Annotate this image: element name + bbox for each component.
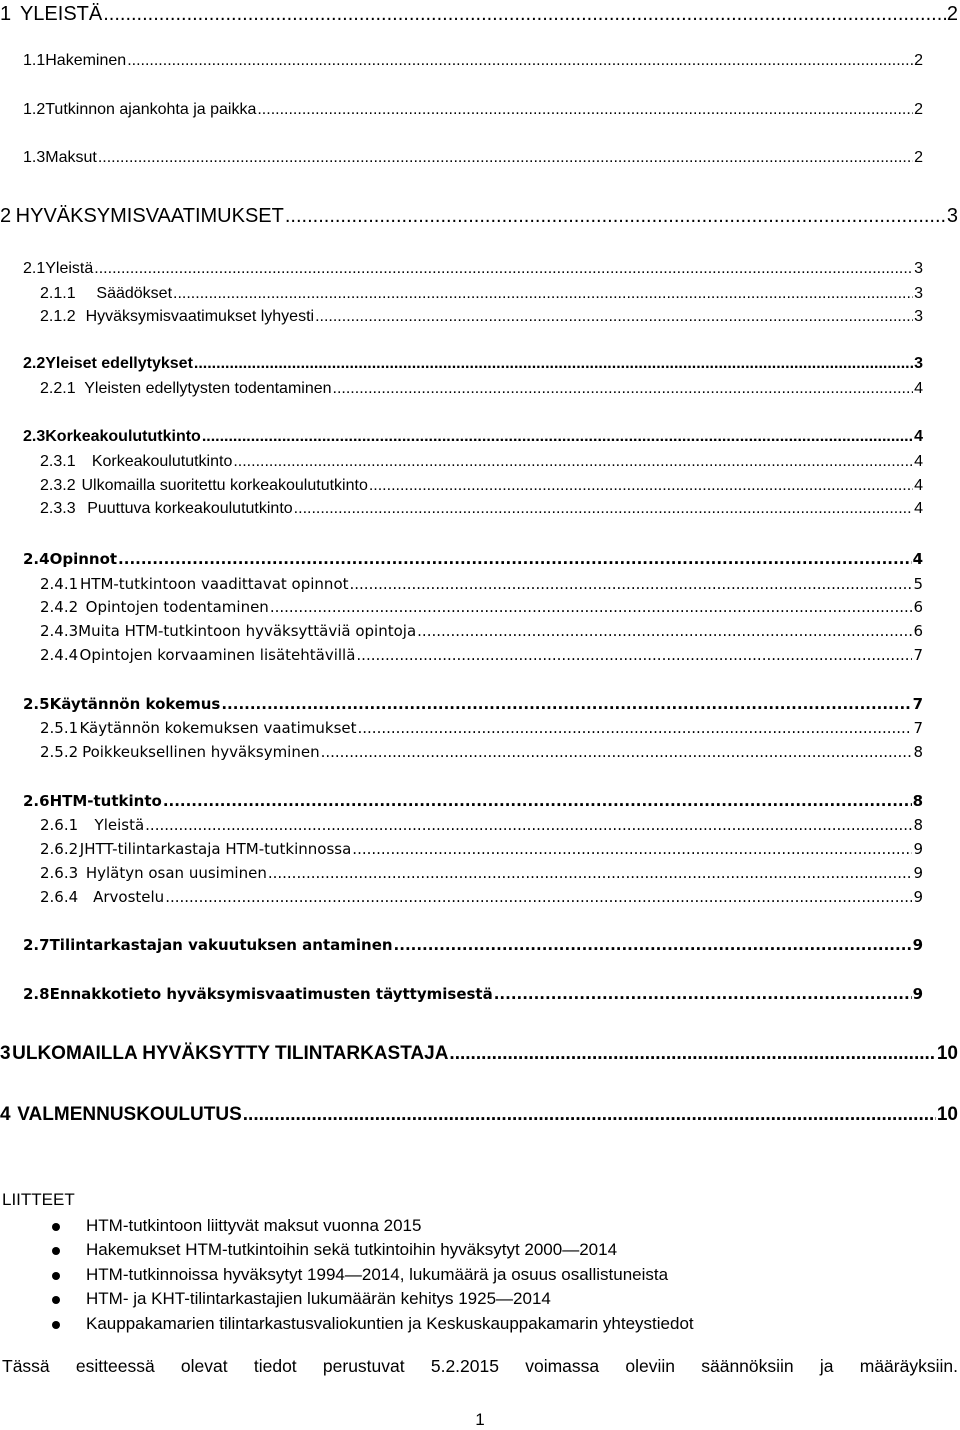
bullet-icon [52, 1321, 60, 1329]
toc-entry[interactable] [40, 840, 923, 858]
bullet-icon [52, 1223, 60, 1231]
toc-title: Arvostelu [93, 888, 165, 906]
toc-page: 2 [914, 52, 923, 69]
toc-title: YLEISTÄ [19, 3, 103, 25]
toc-title: Hylätyn osan uusiminen [85, 864, 267, 882]
toc-number: 2.4.3 [40, 622, 79, 640]
dot-leader [94, 260, 913, 278]
toc-title: Hyväksymisvaatimukset lyhyesti [85, 308, 315, 325]
dot-leader [449, 1043, 935, 1065]
toc-entry[interactable] [40, 864, 923, 882]
toc-page: 8 [912, 792, 923, 810]
toc-page: 4 [914, 453, 923, 470]
dot-leader [417, 622, 912, 640]
toc-title: Käytännön kokemuksen vaatimukset [79, 719, 357, 737]
toc-page: 3 [914, 355, 923, 372]
toc-number: 2.1 [23, 260, 46, 277]
attachment-label: HTM-tutkintoon liittyvät maksut vuonna 2015 [86, 1216, 422, 1235]
toc-number: 2.4.2 [40, 598, 79, 616]
toc-page: 9 [913, 888, 923, 906]
attachments-list [52, 1214, 694, 1336]
toc-entry[interactable] [40, 622, 923, 640]
toc-number: 2.3.3 [40, 500, 76, 517]
toc-title: Tilintarkastajan vakuutuksen antaminen [49, 936, 393, 954]
toc-number: 2.6.3 [40, 864, 79, 882]
toc-title: Opintojen todentaminen [85, 598, 269, 616]
toc-title: JHTT-tilintarkastaja HTM-tutkinnossa [79, 840, 352, 858]
toc-page: 4 [914, 500, 923, 517]
toc-title: Yleistä [94, 816, 145, 834]
note-word: tiedot [253, 1356, 297, 1376]
toc-entry[interactable] [23, 101, 923, 119]
toc-title: Yleistä [45, 260, 94, 277]
dot-leader [127, 52, 913, 70]
toc-page: 4 [914, 477, 923, 494]
dot-leader [352, 840, 912, 858]
toc-entry[interactable] [23, 355, 923, 373]
toc-entry[interactable] [40, 285, 923, 303]
dot-leader [394, 936, 912, 954]
toc-page: 8 [913, 743, 923, 761]
note-word: oleviin [625, 1356, 675, 1376]
dot-leader [369, 477, 913, 495]
dot-leader [163, 792, 912, 810]
toc-page: 9 [912, 985, 923, 1003]
toc-title: Korkeakoulututkinto [91, 453, 233, 470]
dot-leader [173, 285, 913, 303]
toc-number: 1.2 [23, 101, 46, 118]
toc-title: Ulkomailla suoritettu korkeakoulututkinto [81, 477, 368, 494]
toc-title: Opintojen korvaaminen lisätehtävillä [79, 646, 356, 664]
toc-page: 3 [946, 205, 958, 227]
toc-number: 2.6.4 [40, 888, 79, 906]
toc-number: 1.1 [23, 52, 46, 69]
note-word: Tässä [2, 1356, 50, 1376]
attachment-label: Hakemukset HTM-tutkintoihin sekä tutkintoihin hyväksytyt 2000—2014 [86, 1240, 618, 1260]
dot-leader [268, 864, 913, 882]
toc-number: 2.5.2 [40, 743, 79, 761]
toc-title: HTM-tutkinto [49, 792, 162, 810]
attachment-label: HTM-tutkinnoissa hyväksytyt 1994—2014, lukumäärä ja osuus osallistuneista [86, 1264, 669, 1284]
dot-leader [294, 500, 913, 518]
toc-title: HYVÄKSYMISVAATIMUKSET [15, 205, 284, 227]
dot-leader [118, 550, 912, 568]
dot-leader [221, 695, 911, 713]
toc-entry[interactable] [40, 888, 923, 906]
toc-title: Hakeminen [45, 52, 127, 69]
dot-leader [315, 308, 913, 326]
toc-title: Käytännön kokemus [49, 695, 221, 713]
toc-entry[interactable] [0, 205, 958, 228]
toc-number: 2.1.2 [40, 308, 76, 325]
toc-number: 2.6.2 [40, 840, 79, 858]
toc-number: 2.4.1 [40, 575, 79, 593]
toc-entry[interactable] [40, 308, 923, 326]
attachment-label: Kauppakamarien tilintarkastusvaliokuntien ja Keskuskauppakamarin yhteystiedot [86, 1313, 694, 1333]
toc-number: 2.4.4 [40, 646, 79, 664]
toc-entry[interactable] [40, 646, 923, 664]
toc-number: 1 [0, 3, 12, 25]
toc-title: Muita HTM-tutkintoon hyväksyttäviä opintoja [78, 622, 417, 640]
toc-page: 7 [912, 695, 923, 713]
toc-title: ULKOMAILLA HYVÄKSYTTY TILINTARKASTAJA [12, 1043, 449, 1064]
toc-page: 2 [946, 3, 958, 25]
toc-number: 3 [0, 1043, 11, 1064]
toc-entry[interactable] [40, 380, 923, 398]
toc-title: Korkeakoulututkinto [45, 428, 201, 445]
toc-number: 2.6.1 [40, 816, 79, 834]
dot-leader [356, 646, 912, 664]
note-word: perustuvat [322, 1356, 405, 1376]
toc-page: 6 [913, 598, 923, 616]
toc-page: 10 [936, 1104, 958, 1125]
toc-title: Opinnot [49, 550, 118, 568]
toc-entry[interactable] [23, 428, 923, 446]
toc-number: 2.5.1 [40, 719, 79, 737]
toc-entry[interactable] [40, 743, 923, 761]
list-item [52, 1214, 694, 1238]
note-word: määräyksiin. [859, 1356, 958, 1376]
toc-entry[interactable] [23, 985, 923, 1003]
toc-page: 8 [913, 816, 923, 834]
toc-page: 4 [914, 428, 923, 445]
toc-page: 9 [913, 864, 923, 882]
dot-leader [202, 428, 913, 446]
toc-page: 3 [914, 308, 923, 325]
note-word: ja [819, 1356, 834, 1376]
toc-page: 10 [936, 1043, 958, 1064]
toc-entry[interactable] [0, 3, 958, 26]
attachment-label: HTM- ja KHT-tilintarkastajien lukumäärän kehitys 1925—2014 [86, 1289, 551, 1309]
dot-leader [194, 355, 913, 373]
dot-leader [145, 816, 912, 834]
list-item [52, 1238, 694, 1262]
toc-entry[interactable] [23, 52, 923, 70]
toc-number: 1.3 [23, 149, 46, 166]
dot-leader [243, 1104, 936, 1126]
toc-title: Ennakkotieto hyväksymisvaatimusten täyttymisestä [49, 985, 493, 1003]
toc-number: 2.3.1 [40, 453, 76, 470]
toc-number: 2.5 [23, 695, 50, 713]
toc-entry[interactable] [23, 792, 923, 810]
dot-leader [103, 3, 946, 26]
note-word: 5.2.2015 [430, 1356, 499, 1376]
dot-leader [494, 985, 912, 1003]
toc-entry[interactable] [23, 695, 923, 713]
toc-number: 2.1.1 [40, 285, 76, 302]
toc-page: 4 [914, 380, 923, 397]
toc-page: 7 [913, 719, 923, 737]
dot-leader [333, 380, 914, 398]
toc-title: Yleiset edellytykset [45, 355, 193, 372]
dot-leader [98, 149, 913, 167]
toc-page: 6 [913, 622, 923, 640]
bullet-icon [52, 1247, 60, 1255]
toc-number: 2.3 [23, 428, 46, 445]
toc-number: 2.4 [23, 550, 50, 568]
toc-title: Poikkeuksellinen hyväksyminen [82, 743, 320, 761]
toc-page: 3 [914, 285, 923, 302]
toc-entry[interactable] [40, 816, 923, 834]
toc-page: 2 [914, 149, 923, 166]
toc-page: 9 [912, 936, 923, 954]
toc-title: Säädökset [96, 285, 173, 302]
toc-number: 2.8 [23, 985, 50, 1003]
dot-leader [165, 888, 912, 906]
dot-leader [285, 205, 946, 228]
toc-title: Maksut [45, 149, 97, 166]
toc-entry[interactable] [40, 575, 923, 593]
dot-leader [233, 453, 913, 471]
note-word: säännöksiin [701, 1356, 794, 1376]
dot-leader [358, 719, 913, 737]
toc-page: 7 [913, 646, 923, 664]
page-number: 1 [475, 1410, 485, 1429]
toc-number: 4 [0, 1104, 11, 1125]
toc-number: 2.2 [23, 355, 46, 372]
toc-title: HTM-tutkintoon vaadittavat opinnot [80, 575, 349, 593]
dot-leader [350, 575, 913, 593]
toc-entry[interactable] [40, 598, 923, 616]
toc-entry[interactable] [23, 149, 923, 167]
toc-number: 2.2.1 [40, 380, 76, 397]
toc-number: 2.6 [23, 792, 50, 810]
toc-entry[interactable] [40, 477, 923, 495]
toc-title: VALMENNUSKOULUTUS [17, 1104, 242, 1125]
bullet-icon [52, 1272, 60, 1280]
toc-number: 2.3.2 [40, 477, 76, 494]
list-item [52, 1263, 694, 1287]
note-word: esitteessä [75, 1356, 155, 1376]
source-note [2, 1356, 958, 1377]
dot-leader [270, 598, 913, 616]
dot-leader [257, 101, 913, 119]
toc-page: 5 [913, 575, 923, 593]
toc-title: Puuttuva korkeakoulututkinto [87, 500, 293, 517]
toc-entry[interactable] [40, 453, 923, 471]
toc-page: 2 [914, 101, 923, 118]
bullet-icon [52, 1296, 60, 1304]
toc-title: Tutkinnon ajankohta ja paikka [45, 101, 257, 118]
toc-number: 2 [0, 205, 12, 227]
toc-number: 2.7 [23, 936, 50, 954]
note-word: olevat [180, 1356, 228, 1376]
toc-entry[interactable] [23, 936, 923, 954]
dot-leader [321, 743, 913, 761]
toc-entry[interactable] [0, 1104, 958, 1126]
toc-entry[interactable] [40, 719, 923, 737]
toc-page: 3 [914, 260, 923, 277]
attachments-heading: LIITTEET [2, 1190, 75, 1209]
toc-entry[interactable] [0, 1043, 958, 1065]
toc-entry[interactable] [23, 260, 923, 278]
toc-title: Yleisten edellytysten todentaminen [84, 380, 332, 397]
note-word: voimassa [525, 1356, 600, 1376]
list-item [52, 1312, 694, 1336]
toc-entry[interactable] [23, 550, 923, 568]
toc-page: 9 [913, 840, 923, 858]
toc-page: 4 [912, 550, 923, 568]
list-item [52, 1287, 694, 1311]
toc-entry[interactable] [40, 500, 923, 518]
